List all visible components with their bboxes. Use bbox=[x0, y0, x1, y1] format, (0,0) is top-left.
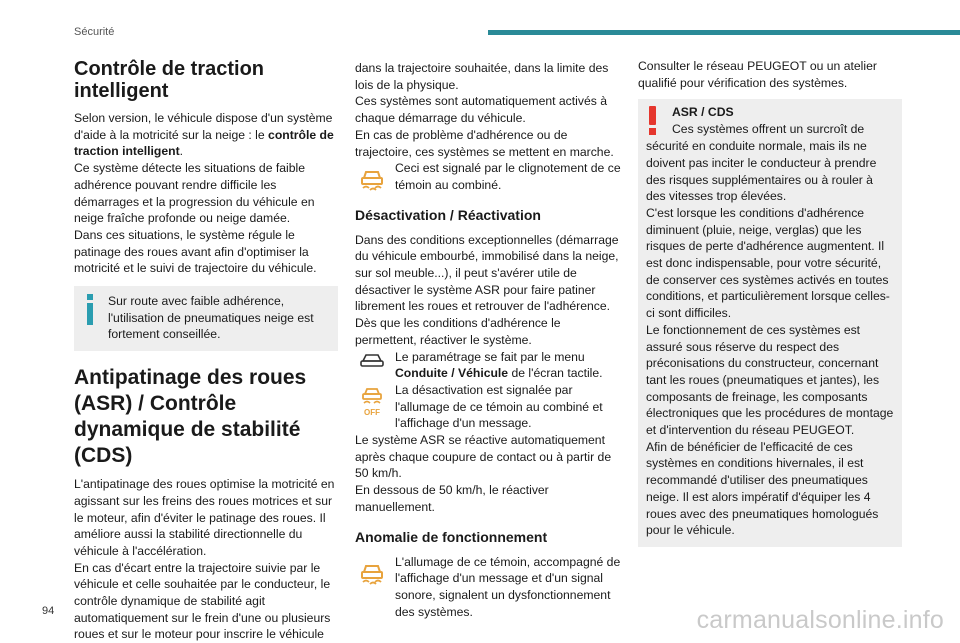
section-title: Sécurité bbox=[74, 26, 115, 38]
watermark: carmanualsonline.info bbox=[696, 606, 944, 634]
warning-text: C'est lorsque les conditions d'adhérence diminuent (pluie, neige, verglas) que les risques de perte d'adhérence augmentent. Il est donc indispensable, pour votre sécurité, de conserver ces systèmes activés en toutes conditions, et particulièrement lorsque celles-ci sont difficiles. bbox=[646, 205, 890, 321]
page-number: 94 bbox=[42, 605, 55, 617]
warning-text: Le fonctionnement de ces systèmes est assuré sous réserve du respect des préconisations du constructeur, concernant tant les roues (pneumatiques et jantes), les composants de freinage, les composants électroniques que les procédures de montage et d'intervention du réseau PEUGEOT. bbox=[646, 322, 894, 438]
exclamation-icon bbox=[649, 106, 657, 136]
skid-warning-lamp-icon bbox=[355, 162, 389, 196]
heading-malfunction: Anomalie de fonctionnement bbox=[355, 528, 548, 545]
paragraph: dans la trajectoire souhaitée, dans la limite des lois de la physique. bbox=[355, 61, 609, 92]
column-2 bbox=[355, 60, 621, 620]
info-text: Sur route avec faible adhérence, l'utilisation de pneumatiques neige est fortement conseillée. bbox=[82, 293, 330, 343]
header-accent-bar bbox=[488, 30, 960, 35]
paragraph: Dès que les conditions d'adhérence le permettent, réactiver le système. bbox=[355, 316, 561, 347]
paragraph: Consulter le réseau PEUGEOT ou un atelier qualifié pour vérification des systèmes. bbox=[638, 59, 877, 90]
icon-note-off: OFF La désactivation est signalée par l'allumage de ce témoin au combiné et l'affichage d'un message. bbox=[355, 382, 621, 432]
column-3 bbox=[638, 58, 902, 547]
skid-off-lamp-icon bbox=[355, 384, 389, 418]
paragraph: En dessous de 50 km/h, le réactiver manuellement. bbox=[355, 483, 549, 514]
column-1 bbox=[74, 58, 338, 643]
warning-title: ASR / CDS bbox=[672, 105, 734, 120]
paragraph: Selon version, le véhicule dispose d'un système d'aide à la motricité sur la neige : le contrôle de traction intelligent. bbox=[74, 111, 334, 159]
paragraph: Dans des conditions exceptionnelles (démarrage du véhicule embourbé, immobilisé dans la neige, sur sol meuble...), il peut s'avérer utile de désactiver le système ASR pour faire patiner librement les roues et retrouver de l'adhérence. bbox=[355, 232, 619, 314]
car-settings-icon bbox=[355, 351, 389, 369]
paragraph: Ce système détecte les situations de faible adhérence pouvant rendre difficile les démarrages et la progression du véhicule en neige fraîche profonde ou neige damée. bbox=[74, 161, 315, 226]
heading-traction-control: Contrôle de traction intelligent bbox=[74, 58, 265, 102]
paragraph: Dans ces situations, le système régule le patinage des roues avant afin d'optimiser la motricité et le suivi de trajectoire du véhicule. bbox=[74, 227, 317, 276]
paragraph: Ces systèmes sont automatiquement activés à chaque démarrage du véhicule. bbox=[355, 94, 607, 126]
warning-text: Afin de bénéficier de l'efficacité de ces systèmes en conditions hivernales, il est recommandé d'utiliser des pneumatiques neige. Il est alors impératif d'équiper les 4 roues avec des pneumatiques homologués pour le véhicule. bbox=[646, 439, 879, 538]
heading-asr-cds: Antipatinage des roues (ASR) / Contrôle dynamique de stabilité (CDS) bbox=[74, 366, 307, 468]
info-icon bbox=[87, 294, 93, 324]
paragraph: En cas d'écart entre la trajectoire suivie par le véhicule et celle souhaitée par le conducteur, le contrôle dynamique de stabilité agit automatiquement sur le frein d'une ou plusieurs roues et sur le moteur pour inscrire le véhicule bbox=[74, 560, 331, 642]
off-label: OFF bbox=[364, 407, 380, 417]
paragraph: En cas de problème d'adhérence ou de trajectoire, ces systèmes se mettent en marche. bbox=[355, 127, 614, 159]
icon-note-settings: Le paramétrage se fait par le menu Conduite / Véhicule de l'écran tactile. bbox=[355, 349, 621, 382]
paragraph: L'antipatinage des roues optimise la motricité en agissant sur les freins des roues motrices et sur le moteur, afin d'éviter le patinage des roues. Il améliore aussi la stabilité directionnelle du véhicule à l'accélération. bbox=[74, 477, 335, 558]
warning-text: Ces systèmes offrent un surcroît de sécurité en conduite normale, mais ils ne doivent pas inciter le conducteur à prendre des risques supplémentaires ou à rouler à des vitesses trop élevées. bbox=[646, 122, 877, 204]
info-box bbox=[74, 286, 338, 351]
paragraph: Le système ASR se réactive automatiquement après chaque coupure de contact ou à partir de 50 km/h. bbox=[355, 433, 612, 481]
heading-deactivation: Désactivation / Réactivation bbox=[355, 206, 541, 223]
icon-note-malfunction: L'allumage de ce témoin, accompagné de l'affichage d'un message et d'un signal sonore, signalent un dysfonctionnement des systèmes. bbox=[355, 554, 621, 621]
icon-note-flashing: Ceci est signalé par le clignotement de ce témoin au combiné. bbox=[355, 160, 621, 193]
skid-warning-lamp-icon bbox=[355, 556, 389, 590]
warning-box bbox=[638, 99, 902, 547]
